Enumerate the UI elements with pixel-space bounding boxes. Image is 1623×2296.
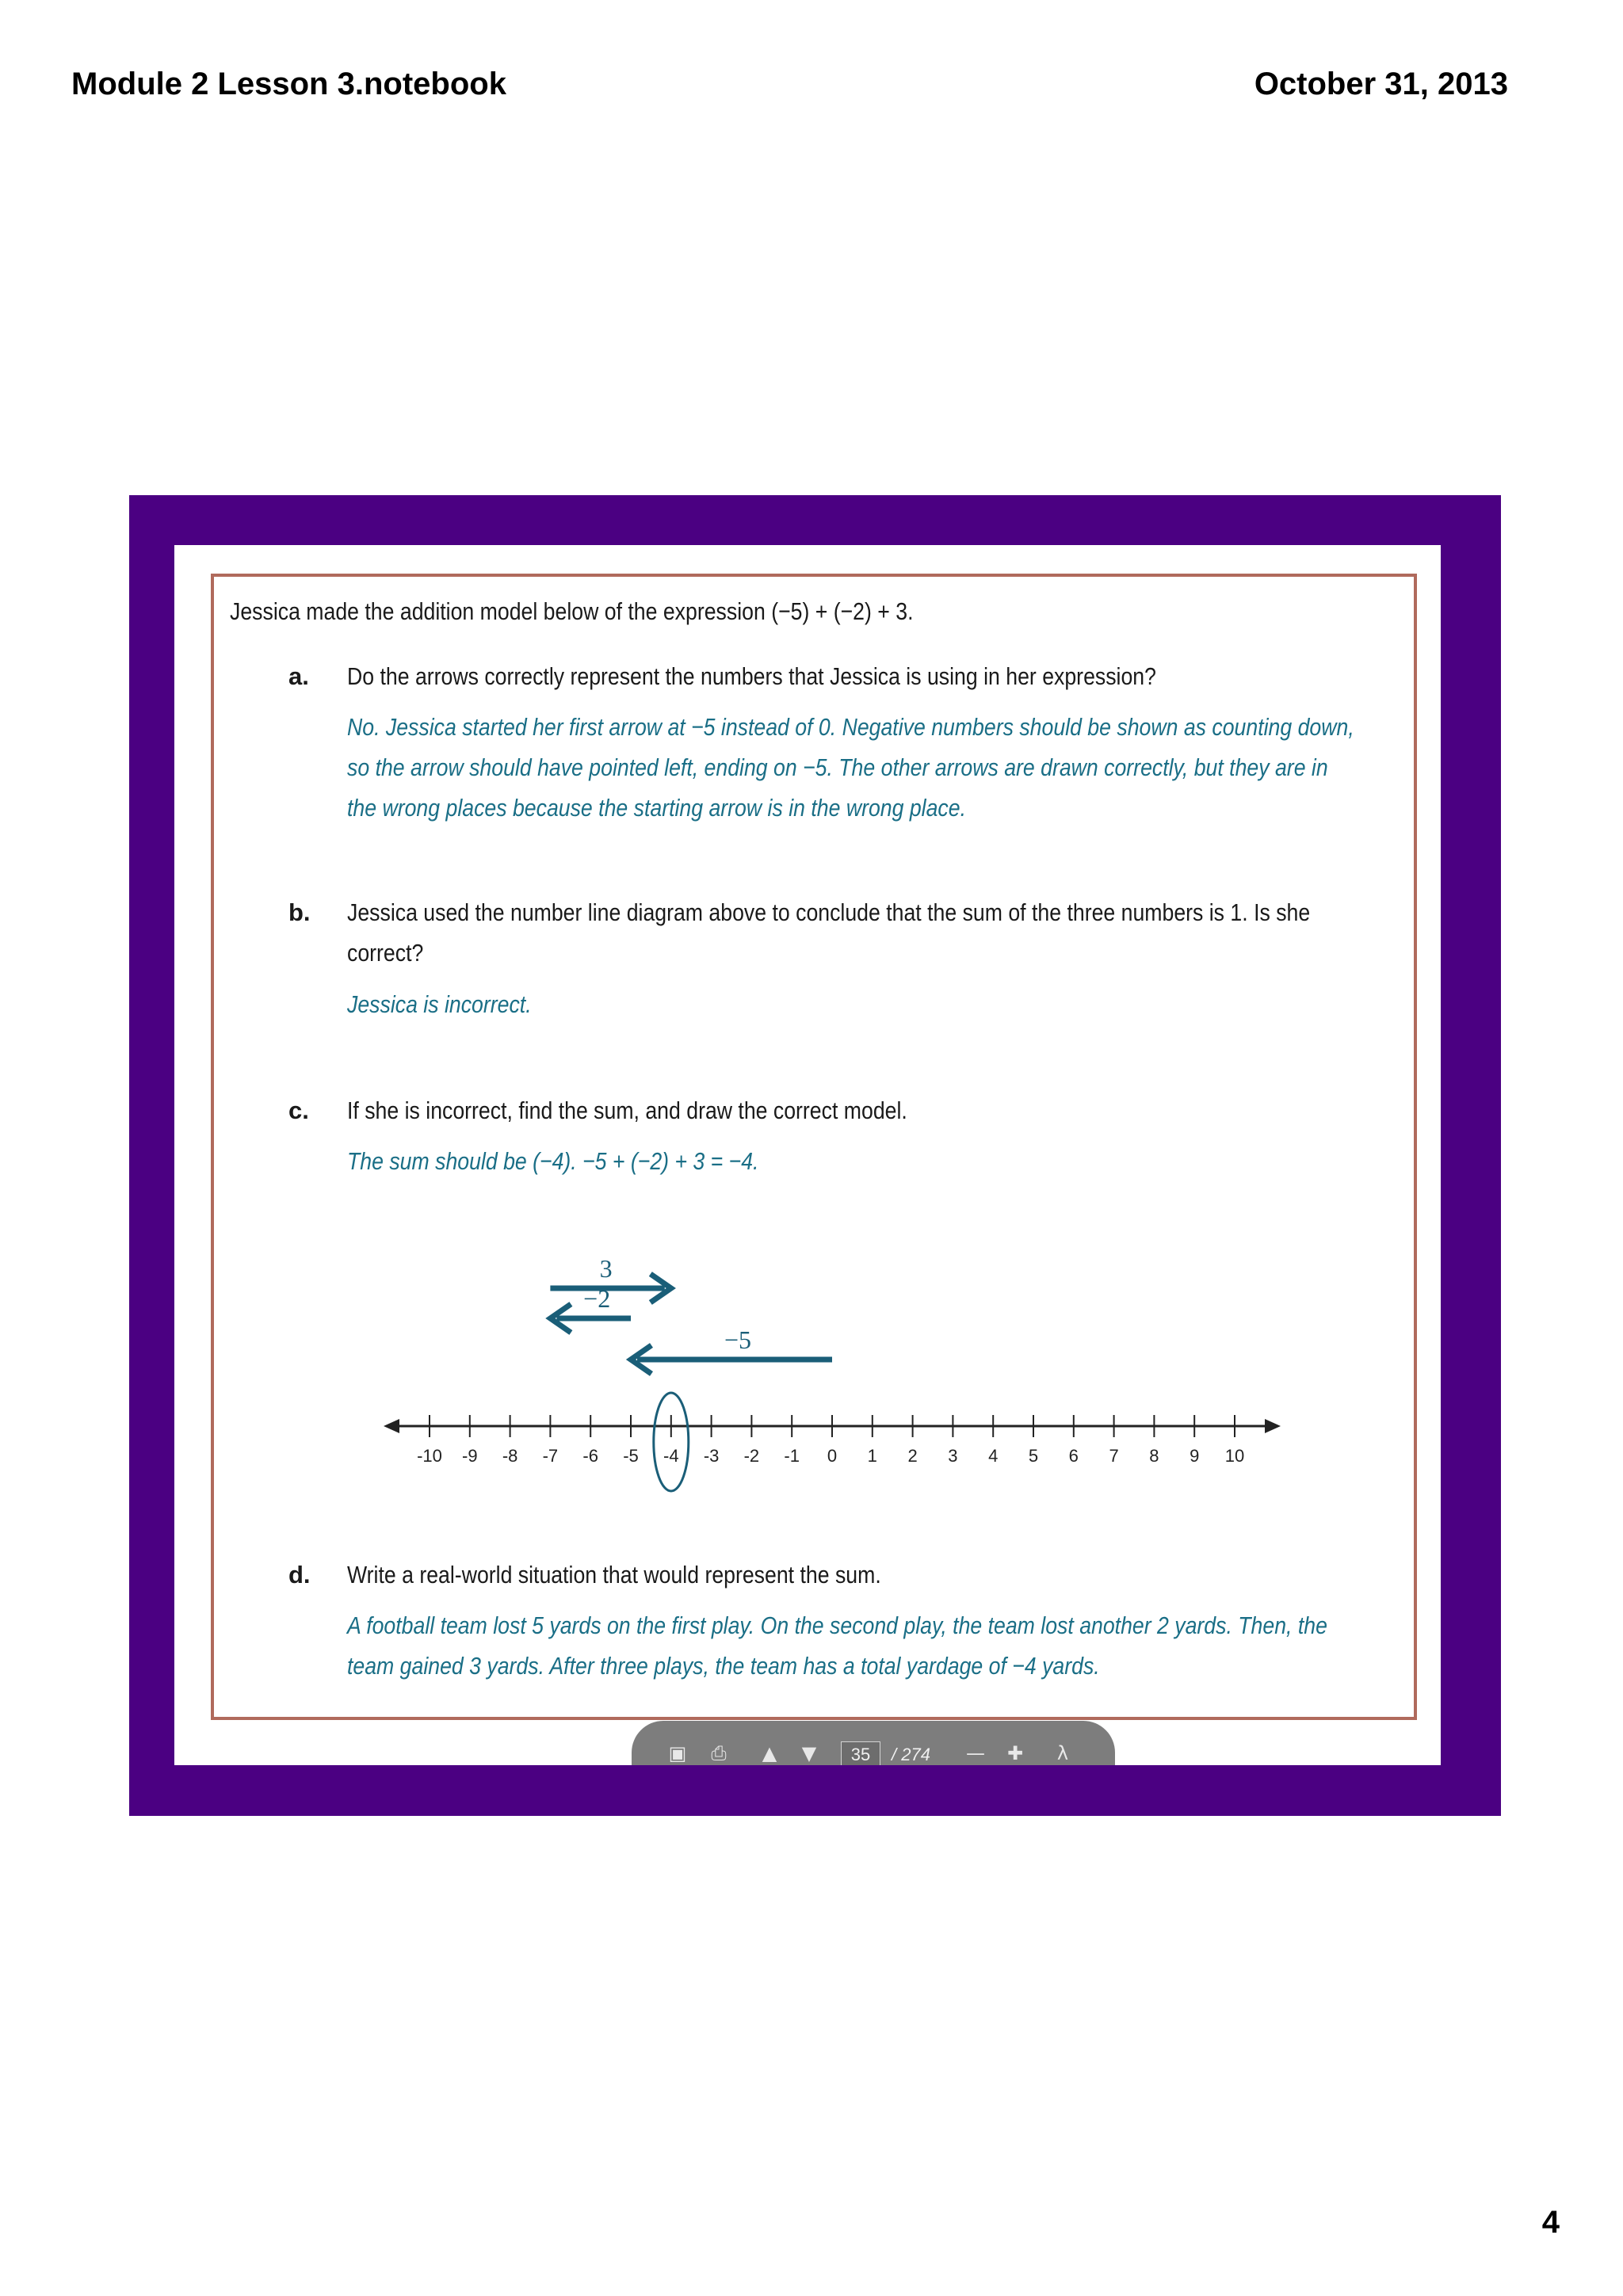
number-line xyxy=(384,1393,1281,1491)
model-arrow xyxy=(550,1254,670,1302)
tick-label: -6 xyxy=(582,1446,598,1466)
tick-label: 6 xyxy=(1068,1446,1079,1466)
page-number-field[interactable]: 35 xyxy=(841,1741,880,1765)
tick-label: 0 xyxy=(827,1446,838,1466)
tick-label: 5 xyxy=(1028,1446,1039,1466)
page-up-icon[interactable]: ▲ xyxy=(762,1742,777,1764)
tick-label: 7 xyxy=(1109,1446,1119,1466)
part-d-question: Write a real-world situation that would represent the sum. xyxy=(347,1561,881,1589)
part-b-answer: Jessica is incorrect. xyxy=(347,990,532,1018)
tick-label: 4 xyxy=(988,1446,999,1466)
tick-label: -7 xyxy=(542,1446,559,1466)
acrobat-icon[interactable]: λ xyxy=(1056,1742,1069,1764)
part-a-question: Do the arrows correctly represent the numbers that Jessica is using in her expression? xyxy=(347,662,1156,690)
zoom-in-icon[interactable]: ✚ xyxy=(1006,1742,1024,1764)
page-number: 4 xyxy=(1541,2205,1560,2240)
notebook-title: Module 2 Lesson 3.notebook xyxy=(71,67,506,101)
arrow-label: −2 xyxy=(583,1284,611,1313)
problem-box xyxy=(211,574,1417,1720)
tick-label: -8 xyxy=(502,1446,518,1466)
part-a-letter: a. xyxy=(288,662,309,690)
part-b-question-line-2: correct? xyxy=(347,939,424,967)
arrow-label: −5 xyxy=(724,1325,752,1354)
save-icon[interactable]: ▣ xyxy=(668,1742,687,1764)
part-a-answer-line-1: No. Jessica started her first arrow at −5 instead of 0. Negative numbers should be shown as counting down, xyxy=(347,713,1354,741)
problem-intro: Jessica made the addition model below of the expression (−5) + (−2) + 3. xyxy=(230,597,914,625)
tick-label: 10 xyxy=(1224,1446,1245,1466)
part-c-question: If she is incorrect, find the sum, and draw the correct model. xyxy=(347,1097,907,1124)
tick-label: 8 xyxy=(1149,1446,1159,1466)
number-line-diagram xyxy=(214,577,1420,1723)
tick-label: -1 xyxy=(784,1446,800,1466)
arrow-label: 3 xyxy=(599,1254,613,1283)
tick-label: 1 xyxy=(867,1446,877,1466)
part-c-answer: The sum should be (−4). −5 + (−2) + 3 = −4. xyxy=(347,1147,759,1175)
part-d-answer-line-1: A football team lost 5 yards on the first play. On the second play, the team lost another 2 yards. Then, the xyxy=(347,1611,1327,1639)
zoom-out-icon[interactable]: — xyxy=(966,1742,985,1764)
print-icon[interactable]: ⎙ xyxy=(711,1742,727,1764)
notebook-date: October 31, 2013 xyxy=(1254,67,1508,101)
tick-label: -2 xyxy=(743,1446,760,1466)
part-a-answer-line-3: the wrong places because the starting arrow is in the wrong place. xyxy=(347,794,966,822)
tick-label: 3 xyxy=(948,1446,958,1466)
tick-label: -4 xyxy=(663,1446,679,1466)
part-d-letter: d. xyxy=(288,1561,311,1589)
tick-label: -3 xyxy=(703,1446,720,1466)
pdf-toolbar xyxy=(632,1721,1115,1765)
circled-answer xyxy=(654,1393,689,1491)
slide-screenshot xyxy=(174,545,1441,1765)
part-a-answer-line-2: so the arrow should have pointed left, ending on −5. The other arrows are drawn correctly, but they are in xyxy=(347,753,1328,781)
tick-label: -5 xyxy=(623,1446,639,1466)
model-arrow xyxy=(550,1284,631,1333)
axis-left-arrowhead xyxy=(384,1419,399,1433)
page-total: / 274 xyxy=(892,1745,930,1764)
tick-label: 2 xyxy=(907,1446,918,1466)
page-down-icon[interactable]: ▼ xyxy=(801,1742,817,1764)
part-d-answer-line-2: team gained 3 yards. After three plays, the team has a total yardage of −4 yards. xyxy=(347,1652,1100,1680)
axis-right-arrowhead xyxy=(1265,1419,1281,1433)
model-arrow xyxy=(631,1325,832,1374)
part-b-letter: b. xyxy=(288,898,311,926)
part-c-letter: c. xyxy=(288,1097,309,1124)
tick-label: -10 xyxy=(417,1446,442,1466)
part-b-question-line-1: Jessica used the number line diagram above to conclude that the sum of the three numbers is 1. Is she xyxy=(347,898,1311,926)
tick-label: 9 xyxy=(1190,1446,1200,1466)
tick-label: -9 xyxy=(462,1446,478,1466)
arrow-group xyxy=(550,1254,832,1374)
